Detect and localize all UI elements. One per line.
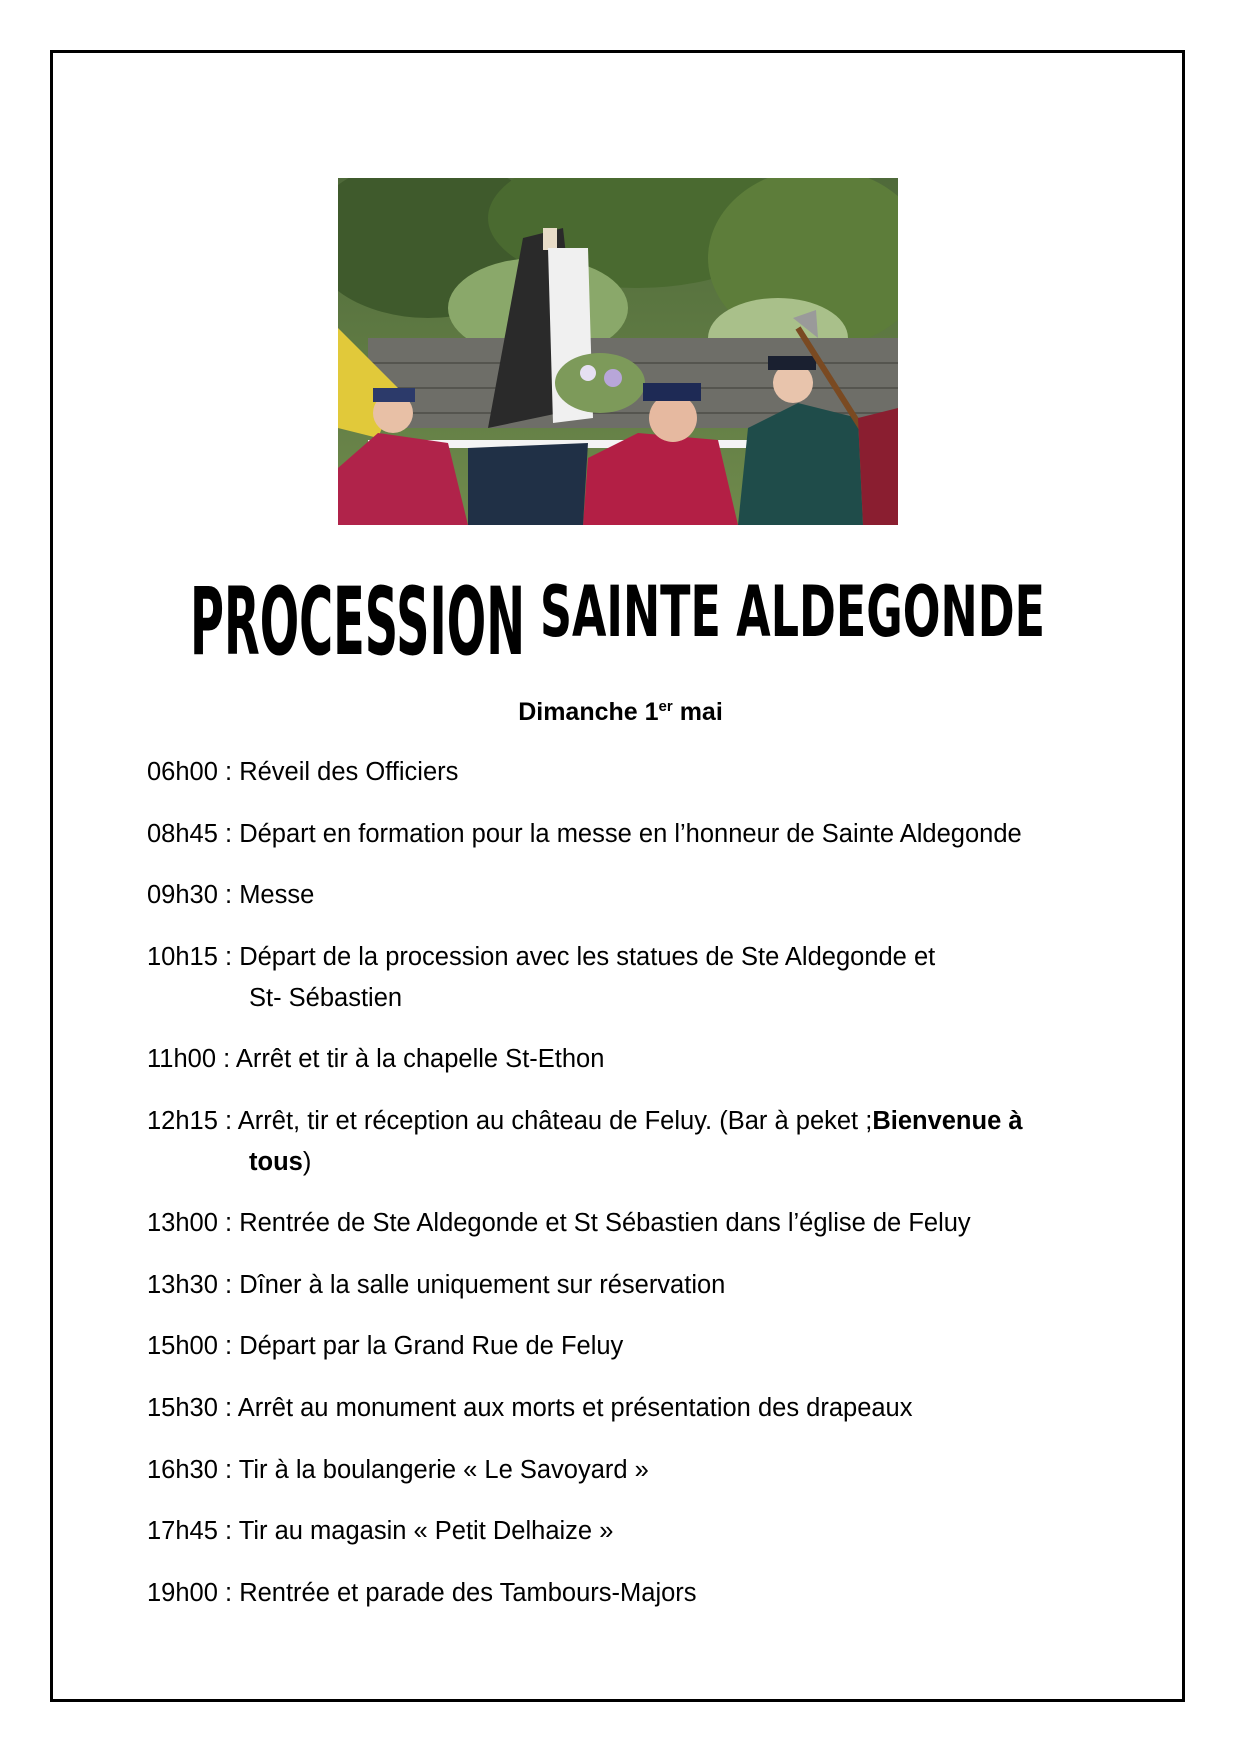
schedule-continuation-end: ): [302, 1148, 312, 1176]
schedule-item: 11h00 : Arrêt et tir à la chapelle St-Ethon: [147, 1045, 605, 1073]
schedule-continuation: [147, 1142, 1097, 1183]
event-date-day: Dimanche 1: [518, 698, 659, 726]
event-date-suffix: er: [658, 698, 673, 715]
schedule-item: 08h45 : Départ en formation pour la messe en l’honneur de Sainte Aldegonde: [147, 820, 1022, 848]
schedule-bold-text: Bienvenue à: [872, 1107, 1023, 1135]
schedule-item: 15h30 : Arrêt au monument aux morts et présentation des drapeaux: [147, 1394, 913, 1422]
schedule-item: 09h30 : Messe: [147, 881, 315, 909]
schedule-item: 16h30 : Tir à la boulangerie « Le Savoyard »: [147, 1456, 649, 1484]
schedule-time: 16h30: [147, 1456, 218, 1484]
schedule-item: 19h00 : Rentrée et parade des Tambours-Majors: [147, 1579, 697, 1607]
schedule-time: 09h30: [147, 881, 218, 909]
schedule-item: 13h30 : Dîner à la salle uniquement sur réservation: [147, 1271, 726, 1299]
schedule-text: Messe: [239, 881, 315, 909]
schedule-time: 15h30: [147, 1394, 218, 1422]
schedule-text: Départ de la procession avec les statues de Ste Aldegonde et: [239, 943, 936, 971]
schedule-text: Tir au magasin « Petit Delhaize »: [238, 1517, 614, 1545]
schedule-time: 15h00: [147, 1332, 218, 1360]
schedule-text: Départ en formation pour la messe en l’honneur de Sainte Aldegonde: [239, 820, 1022, 848]
schedule-text: Réveil des Officiers: [239, 758, 459, 786]
procession-photo-icon: [338, 178, 898, 525]
schedule-text: Dîner à la salle uniquement sur réservation: [239, 1271, 726, 1299]
schedule-bold-continuation: tous: [249, 1148, 303, 1176]
schedule-time: 06h00: [147, 758, 218, 786]
poster-title: [0, 552, 1241, 672]
schedule-time: 19h00: [147, 1579, 218, 1607]
schedule-time: 13h30: [147, 1271, 218, 1299]
procession-photo: [338, 178, 898, 525]
schedule-text: Rentrée et parade des Tambours-Majors: [239, 1579, 697, 1607]
schedule-item: 17h45 : Tir au magasin « Petit Delhaize »: [147, 1517, 614, 1545]
schedule-text: Rentrée de Ste Aldegonde et St Sébastien dans l’église de Feluy: [239, 1209, 971, 1237]
schedule-text: Arrêt et tir à la chapelle St-Ethon: [235, 1045, 605, 1073]
poster-title-big: PROCESSION: [190, 568, 525, 672]
schedule-time: 08h45: [147, 820, 218, 848]
schedule-item: 13h00 : Rentrée de Ste Aldegonde et St Sébastien dans l’église de Feluy: [147, 1209, 971, 1237]
schedule-text: Arrêt, tir et réception au château de Feluy. (Bar à peket ;: [237, 1107, 873, 1135]
schedule-time: 13h00: [147, 1209, 218, 1237]
schedule-item: 15h00 : Départ par la Grand Rue de Feluy: [147, 1332, 624, 1360]
event-date-month: mai: [679, 698, 723, 726]
schedule-time: 12h15: [147, 1107, 218, 1135]
schedule-text: Départ par la Grand Rue de Feluy: [239, 1332, 624, 1360]
schedule-item: 12h15 : Arrêt, tir et réception au château de Feluy. (Bar à peket ;Bienvenue à tous): [147, 1101, 1097, 1183]
schedule-continuation: St- Sébastien: [249, 984, 403, 1012]
schedule-time: 11h00: [147, 1045, 217, 1073]
schedule-time: 10h15: [147, 943, 218, 971]
schedule-text: Tir à la boulangerie « Le Savoyard »: [238, 1456, 649, 1484]
event-date: [0, 698, 1241, 727]
schedule-item: 06h00 : Réveil des Officiers: [147, 758, 459, 786]
schedule-time: 17h45: [147, 1517, 218, 1545]
schedule-item: 10h15 : Départ de la procession avec les statues de Ste Aldegonde et St- Sébastien: [147, 937, 1097, 1019]
schedule-text: Arrêt au monument aux morts et présentation des drapeaux: [237, 1394, 913, 1422]
poster-title-rest: SAINTE ALDEGONDE: [540, 571, 1045, 653]
